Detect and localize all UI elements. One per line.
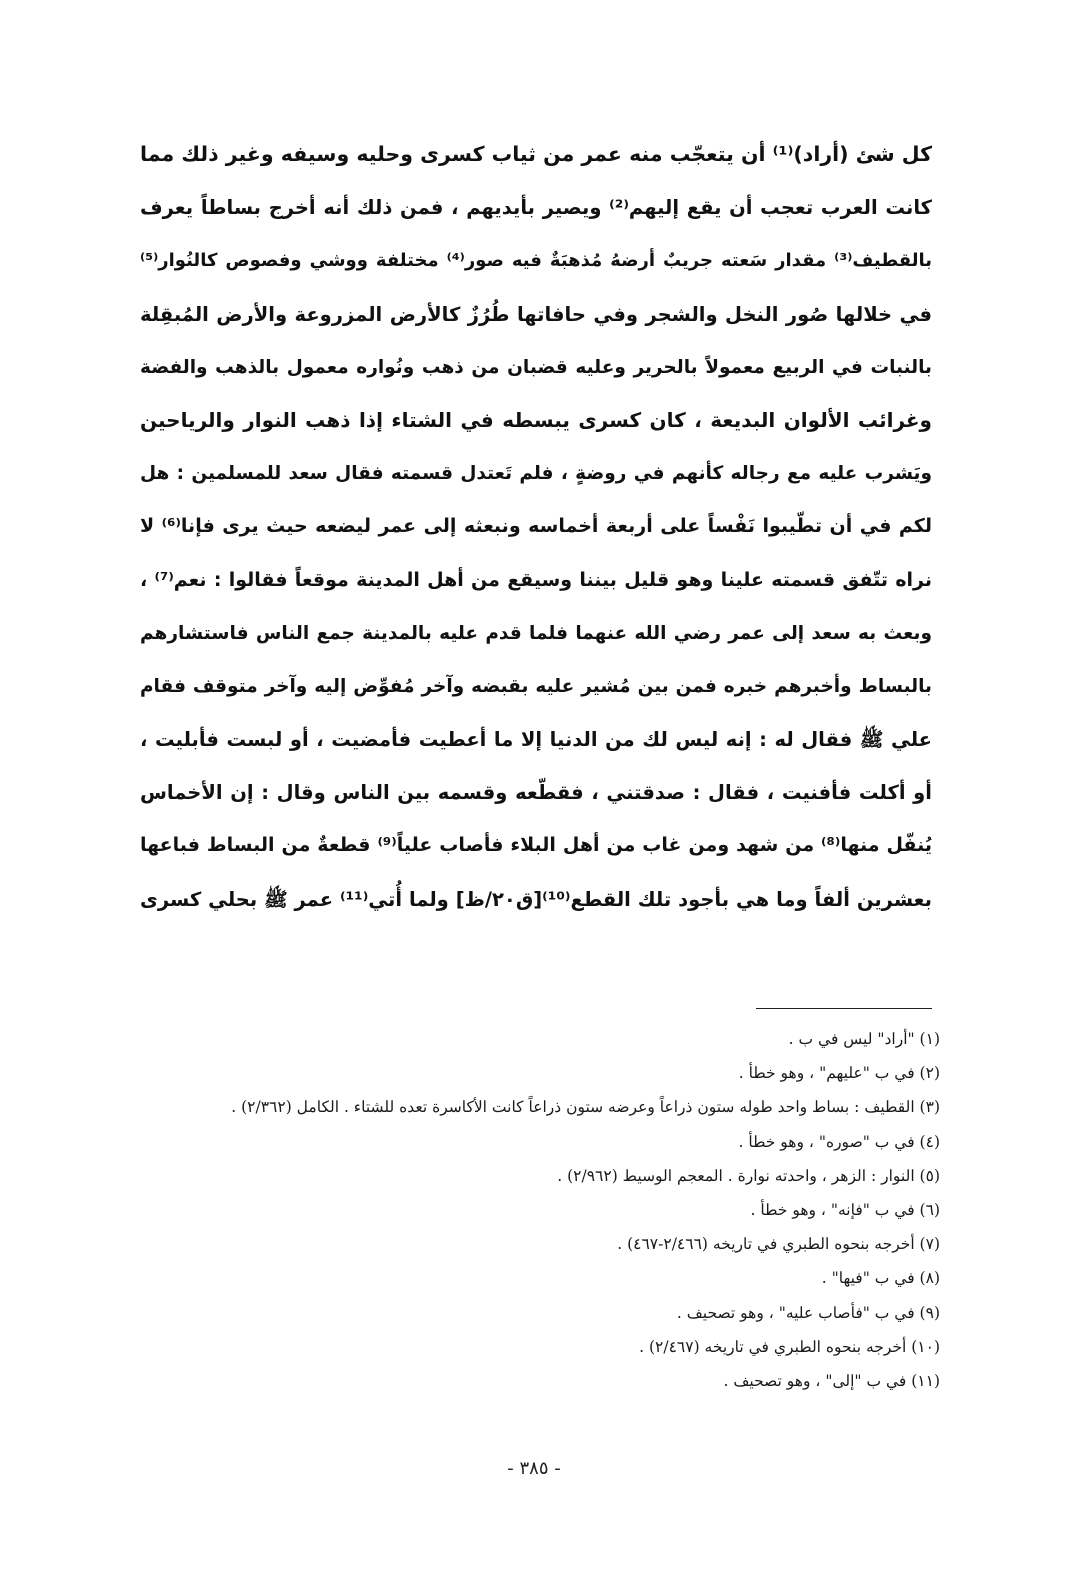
main-text-line: نراه تتّفق قسمته علينا وهو قليل بيننا وسيقع من أهل المدينة موقعاً فقالوا : نعم⁽⁷⁾ ،: [140, 568, 932, 591]
main-text-line: كل شئ (أراد)⁽¹⁾ أن يتعجّب منه عمر من ثياب كسرى وحليه وسيفه وغير ذلك مما: [140, 142, 933, 166]
main-text-line: يُنفّل منها⁽⁸⁾ من شهد ومن غاب من أهل البلاء فأصاب علياً⁽⁹⁾ قطعةٌ من البساط فباعها: [140, 834, 932, 857]
main-text-block: [140, 128, 932, 926]
footnote-separator: [756, 1008, 932, 1009]
footnote: (١١) في ب "إلى" ، وهو تصحيف .: [723, 1371, 940, 1390]
main-text-line: ويَشرب عليه مع رجاله كأنهم في روضةٍ ، فلم تَعتدل قسمته فقال سعد للمسلمين : هل: [140, 463, 932, 485]
footnotes-block: [140, 1022, 940, 1398]
main-text-line: لكم في أن تطّيبوا نَفْساً على أربعة أخماسه ونبعثه إلى عمر ليضعه حيث يرى فإنا⁽⁶⁾ لا: [140, 515, 932, 538]
main-text-line: أو أكلت فأفنيت ، فقال : صدقتني ، فقطّعه وقسمه بين الناس وقال : إن الأخماس: [140, 781, 932, 805]
page-number: - ٣٨٥ -: [507, 1458, 561, 1479]
footnote: (٧) أخرجه بنحوه الطبري في تاريخه (٢/٤٦٦-٤٦٧) .: [617, 1235, 940, 1254]
footnote: (٤) في ب "صوره" ، وهو خطأ .: [738, 1132, 940, 1151]
footnote: (٨) في ب "فيها" .: [821, 1269, 940, 1288]
footnote: (١) "أراد" ليس في ب .: [788, 1030, 940, 1048]
footnote: (٩) في ب "فأصاب عليه" ، وهو تصحيف .: [676, 1303, 940, 1322]
main-text-line: بالبساط وأخبرهم خبره فمن بين مُشير عليه بقبضه وآخر مُفوِّض إليه وآخر متوقف فقام: [140, 675, 932, 697]
main-text-line: وبعث به سعد إلى عمر رضي الله عنهما فلما قدم عليه بالمدينة جمع الناس فاستشارهم: [140, 622, 932, 644]
main-text-line: بالنبات في الربيع معمولاً بالحرير وعليه قضبان من ذهب ونُواره معمول بالذهب والفضة: [140, 356, 932, 378]
footnote: (٣) القطيف : بساط واحد طوله ستون ذراعاً وعرضه ستون ذراعاً كانت الأكاسرة تعده للشتاء . الكامل (٢/٣٦٢) .: [231, 1098, 940, 1117]
footnote: (٢) في ب "عليهم" ، وهو خطأ .: [738, 1064, 940, 1083]
footnote: (١٠) أخرجه بنحوه الطبري في تاريخه (٢/٤٦٧) .: [639, 1337, 940, 1356]
main-text-line: في خلالها صُور النخل والشجر وفي حافاتها طُرُزٌ كالأرض المزروعة والأرض المُبقِلة: [140, 302, 932, 326]
footnote: (٦) في ب "فإنه" ، وهو خطأ .: [750, 1200, 940, 1219]
main-text-line: بالقطيف⁽³⁾ مقدار سَعته جريبٌ أرضهُ مُذهبَةٌ فيه صور⁽⁴⁾ مختلفة ووشي وفصوص كالنُوار⁽⁵⁾: [140, 250, 932, 272]
main-text-line: علي ﷺ فقال له : إنه ليس لك من الدنيا إلا ما أعطيت فأمضيت ، أو لبست فأبليت ،: [140, 728, 932, 752]
main-text-line: بعشرين ألفاً وما هي بأجود تلك القطع⁽¹⁰⁾[ق٢٠/ظ] ولما أُتي⁽¹¹⁾ عمر ﷺ بحلي كسرى: [140, 887, 932, 911]
main-text-line: وغرائب الألوان البديعة ، كان كسرى يبسطه في الشتاء إذا ذهب النوار والرياحين: [140, 407, 932, 432]
main-text-line: كانت العرب تعجب أن يقع إليهم⁽²⁾ ويصير بأيديهم ، فمن ذلك أنه أخرج بساطاً يعرف: [140, 196, 932, 220]
footnote: (٥) النوار : الزهر ، واحدته نوارة . المعجم الوسيط (٢/٩٦٢) .: [557, 1166, 940, 1185]
